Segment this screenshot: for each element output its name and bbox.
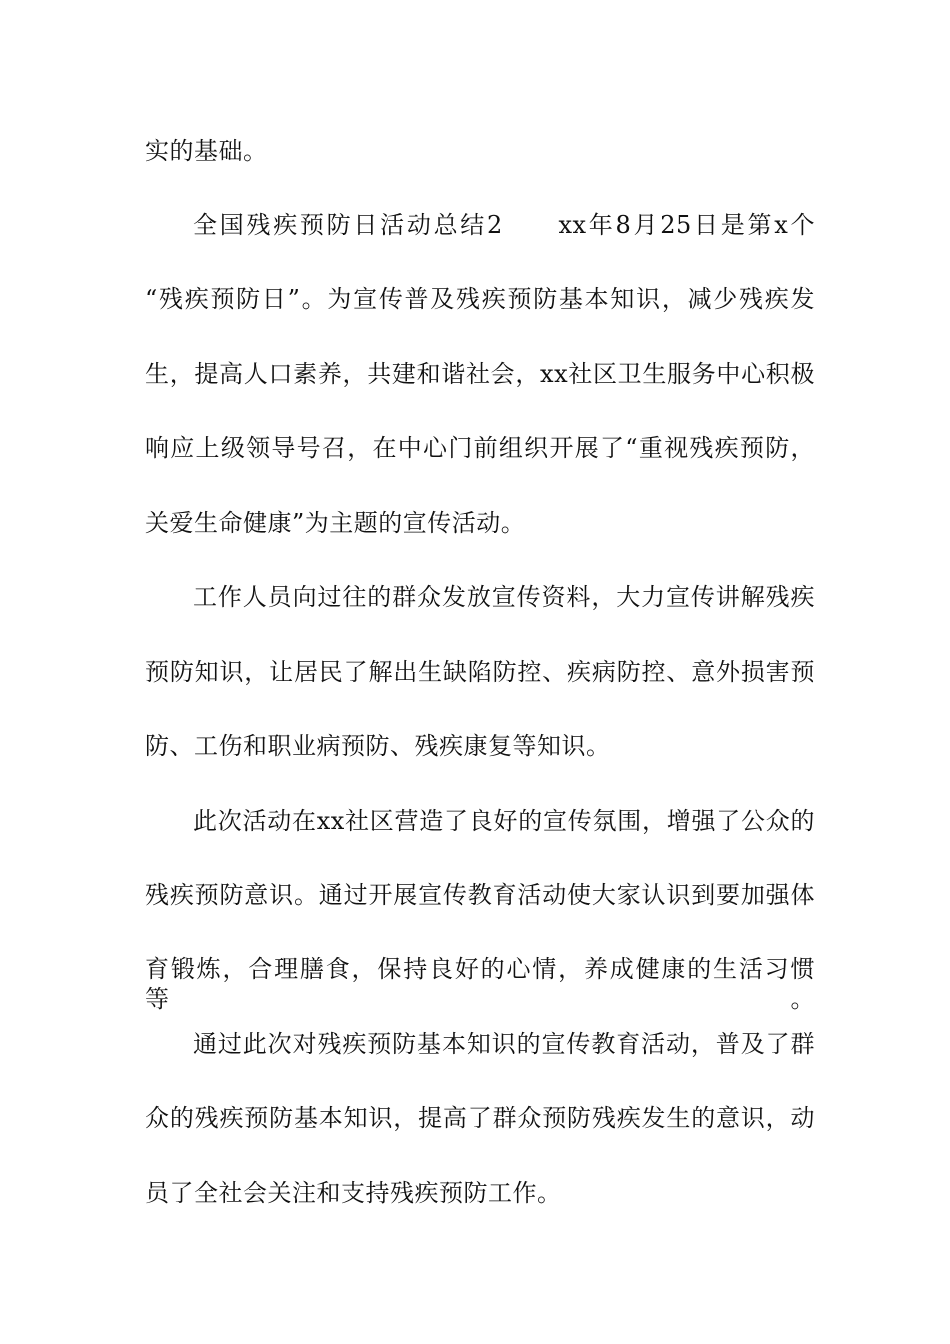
text-line: 众的残疾预防基本知识，提高了群众预防残疾发生的意识，动	[145, 1104, 815, 1132]
text-line: 防、工伤和职业病预防、残疾康复等知识。	[145, 732, 611, 760]
text-line: 关爱生命健康”为主题的宣传活动。	[145, 509, 526, 537]
text-line: 育锻炼，合理膳食，保持良好的心情，养成健康的生活习惯等。	[145, 955, 815, 1013]
text-line: 响应上级领导号召，在中心门前组织开展了“重视残疾预防，	[145, 434, 815, 462]
text-line: 工作人员向过往的群众发放宣传资料，大力宣传讲解残疾	[193, 583, 815, 611]
text-line: 预防知识，让居民了解出生缺陷防控、疾病防控、意外损害预	[145, 658, 815, 686]
text-line: 员了全社会关注和支持残疾预防工作。	[145, 1179, 562, 1207]
text-line: 生，提高人口素养，共建和谐社会，xx社区卫生服务中心积极	[145, 360, 815, 388]
text-line: “残疾预防日”。为宣传普及残疾预防基本知识，减少残疾发	[145, 285, 815, 313]
text-line: 此次活动在xx社区营造了良好的宣传氛围，增强了公众的	[193, 807, 815, 835]
text-line: 实的基础。	[145, 137, 268, 165]
text-line: 通过此次对残疾预防基本知识的宣传教育活动，普及了群	[193, 1030, 815, 1058]
text-line: 全国残疾预防日活动总结2 xx年8月25日是第x个	[193, 211, 815, 239]
text-line: 残疾预防意识。通过开展宣传教育活动使大家认识到要加强体	[145, 881, 815, 909]
